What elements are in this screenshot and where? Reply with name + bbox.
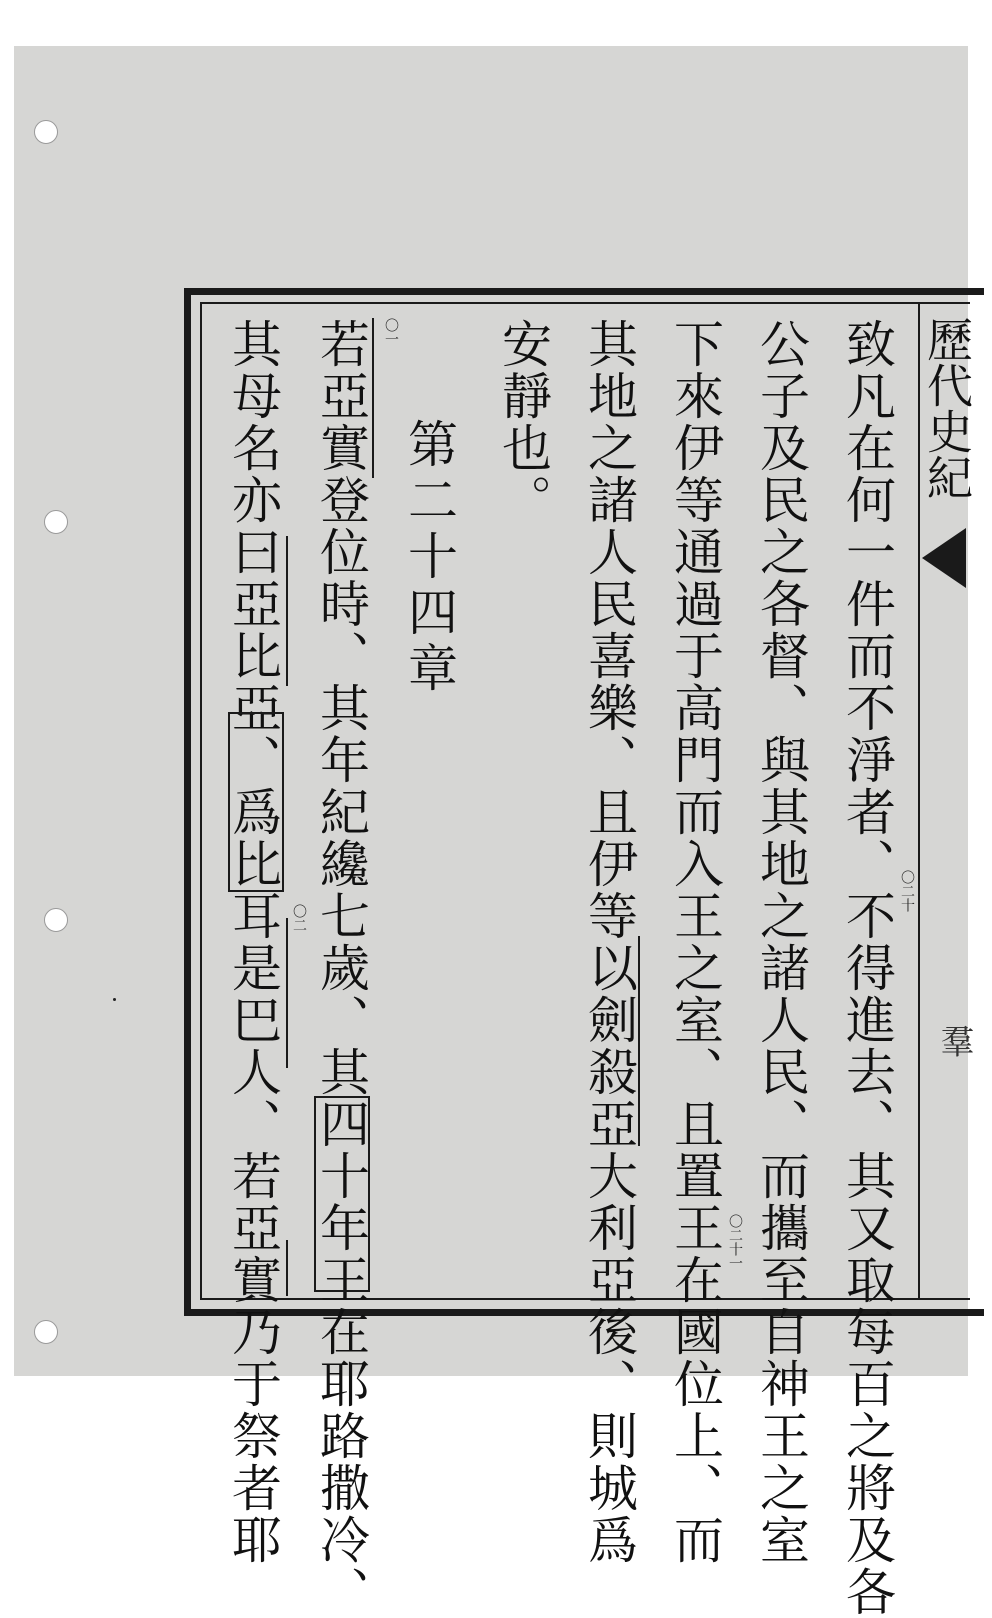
text-column-6: 若亞實登位時、其年紀纔七歲、其四十年王在耶路撒冷、	[312, 318, 370, 1618]
proper-name-line-zibiah	[286, 536, 288, 686]
verse-note-21: 〇二十一	[727, 1214, 743, 1270]
margin-mark: 羣	[934, 1024, 974, 1058]
running-title: 歷代史紀	[920, 316, 974, 500]
proper-name-box-beersheba	[228, 712, 284, 892]
verse-note-2: 〇二	[291, 904, 307, 932]
punch-hole-2	[44, 510, 68, 534]
punch-hole-4	[34, 1320, 58, 1344]
text-column-5: 安靜也。	[494, 318, 552, 526]
chapter-heading: 第二十四章	[400, 418, 458, 698]
text-column-3: 下來伊等通過于高門而入王之室、且置王在國位上、而	[666, 318, 724, 1566]
verse-note-1: 〇一	[383, 318, 399, 346]
proper-name-line-jehoiada	[286, 1240, 288, 1296]
punch-hole-3	[44, 908, 68, 932]
verse-note-20: 〇二十	[899, 870, 915, 912]
text-column-1: 致凡在何一件而不淨者、不得進去、其又取每百之將及各	[838, 318, 896, 1618]
proper-name-box-jerusalem	[314, 1096, 370, 1292]
proper-name-line-joash-1	[372, 318, 374, 478]
ink-speck	[113, 998, 116, 1001]
text-column-2: 公子及民之各督、與其地之諸人民、而攜至自神王之室	[752, 318, 810, 1566]
fishtail-mark	[922, 528, 966, 588]
proper-name-line-joash-2	[286, 918, 288, 1068]
proper-name-line-athaliah	[638, 936, 640, 1146]
text-column-7: 其母名亦曰亞比亞、爲比耳是巴人、若亞實乃于祭者耶	[224, 318, 282, 1566]
punch-hole-1	[34, 120, 58, 144]
text-column-4: 其地之諸人民喜樂、且伊等以劍殺亞大利亞後、則城爲	[580, 318, 638, 1566]
